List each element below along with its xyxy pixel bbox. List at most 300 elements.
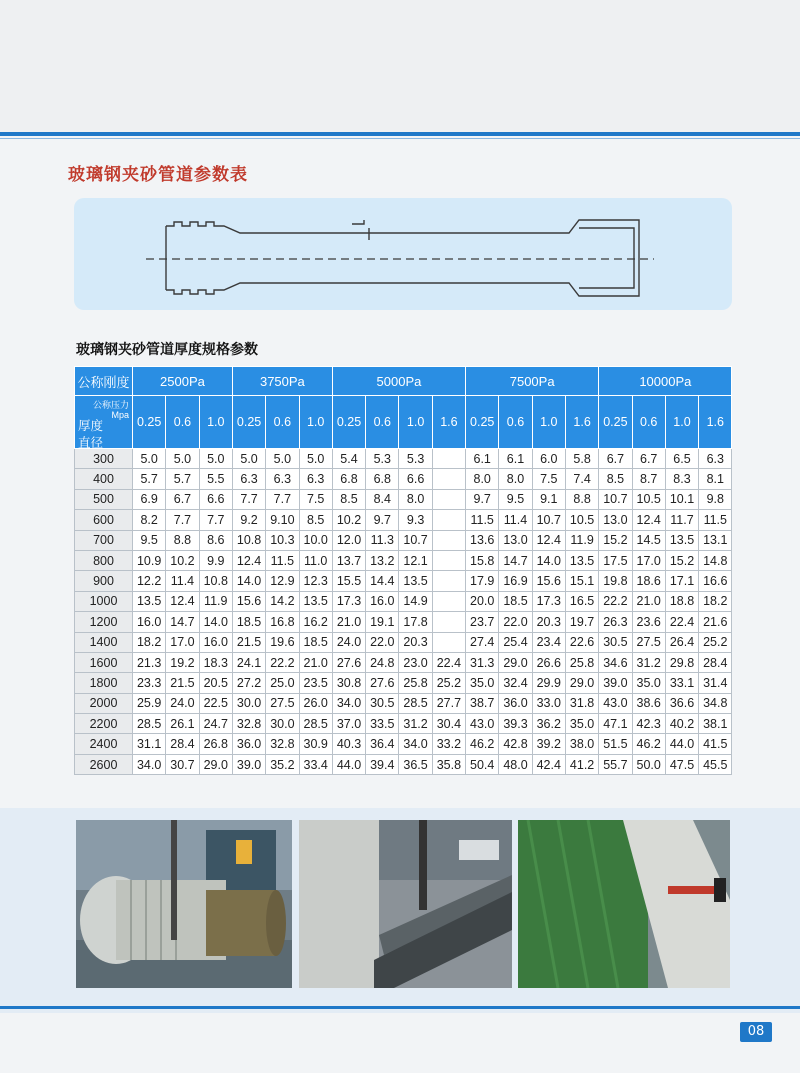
thickness-cell: 43.0 [466,714,499,734]
thickness-cell: 22.4 [665,612,698,632]
thickness-cell: 14.8 [699,550,732,570]
thickness-cell: 16.0 [133,612,166,632]
thickness-cell: 18.5 [232,612,265,632]
diameter-cell: 2000 [75,693,133,713]
thickness-cell: 21.6 [699,612,732,632]
table-row [75,714,732,734]
thickness-cell: 19.1 [366,612,399,632]
thickness-cell: 5.3 [399,449,432,469]
stiffness-7500: 7500Pa [466,367,599,396]
thickness-cell [432,550,465,570]
thickness-cell: 21.0 [332,612,365,632]
thickness-cell: 13.2 [366,550,399,570]
thickness-cell: 10.8 [199,571,232,591]
thickness-cell: 18.2 [133,632,166,652]
thickness-cell: 18.3 [199,652,232,672]
thickness-cell: 6.0 [532,449,565,469]
thickness-cell: 26.3 [599,612,632,632]
thickness-cell: 13.6 [466,530,499,550]
thickness-cell: 50.4 [466,754,499,774]
thickness-cell: 8.5 [332,489,365,509]
stiffness-5000: 5000Pa [332,367,465,396]
pressure-header-cell: 0.6 [499,396,532,449]
thickness-cell: 5.0 [199,449,232,469]
thickness-cell: 27.6 [332,652,365,672]
table-row [75,510,732,530]
thickness-cell: 38.1 [699,714,732,734]
thickness-cell: 41.2 [565,754,598,774]
thickness-cell: 17.5 [599,550,632,570]
thickness-cell: 35.0 [466,673,499,693]
thickness-cell [432,510,465,530]
pressure-header-cell: 0.6 [366,396,399,449]
thickness-cell: 15.5 [332,571,365,591]
thickness-cell: 16.0 [366,591,399,611]
pressure-header-cell: 1.0 [532,396,565,449]
thickness-cell: 14.5 [632,530,665,550]
thickness-cell: 17.1 [665,571,698,591]
thickness-cell: 6.8 [366,469,399,489]
table-row [75,673,732,693]
thickness-cell: 16.9 [499,571,532,591]
pressure-header-cell: 1.0 [399,396,432,449]
pressure-header-cell: 1.6 [699,396,732,449]
thickness-cell: 10.9 [133,550,166,570]
thickness-cell: 35.8 [432,754,465,774]
thickness-cell: 44.0 [665,734,698,754]
footer-rule [0,1006,800,1009]
diameter-cell: 2400 [75,734,133,754]
thickness-cell: 8.3 [665,469,698,489]
table-row [75,612,732,632]
corner-thickness-label: 厚度 [78,419,104,433]
table-body [75,449,732,775]
thickness-cell: 26.4 [665,632,698,652]
photo-pipe-workshop [299,820,512,988]
thickness-cell: 25.9 [133,693,166,713]
thickness-cell: 43.0 [599,693,632,713]
thickness-cell: 28.4 [699,652,732,672]
thickness-cell: 38.6 [632,693,665,713]
thickness-cell: 39.0 [599,673,632,693]
thickness-cell: 28.4 [166,734,199,754]
thickness-cell: 15.1 [565,571,598,591]
thickness-cell: 8.2 [133,510,166,530]
thickness-cell: 14.7 [499,550,532,570]
thickness-cell: 13.5 [399,571,432,591]
thickness-cell: 25.8 [399,673,432,693]
thickness-cell: 19.7 [565,612,598,632]
thickness-cell: 25.4 [499,632,532,652]
thickness-cell: 26.6 [532,652,565,672]
thickness-cell: 12.4 [166,591,199,611]
thickness-cell: 22.5 [199,693,232,713]
thickness-cell: 19.8 [599,571,632,591]
table-row [75,449,732,469]
thickness-cell: 31.3 [466,652,499,672]
thickness-cell: 8.8 [166,530,199,550]
thickness-cell: 30.0 [266,714,299,734]
thickness-cell: 39.2 [532,734,565,754]
thickness-cell: 10.2 [166,550,199,570]
thickness-cell: 9.7 [466,489,499,509]
thickness-cell: 34.6 [599,652,632,672]
thickness-cell: 14.7 [166,612,199,632]
thickness-cell: 8.5 [599,469,632,489]
thickness-cell: 9.9 [199,550,232,570]
diameter-cell: 300 [75,449,133,469]
thickness-spec-table [74,366,732,775]
thickness-cell: 42.8 [499,734,532,754]
thickness-cell: 32.8 [232,714,265,734]
thickness-cell: 7.7 [232,489,265,509]
thickness-cell: 11.7 [665,510,698,530]
thickness-cell: 8.4 [366,489,399,509]
thickness-cell: 24.0 [332,632,365,652]
thickness-cell: 19.2 [166,652,199,672]
thickness-cell: 16.2 [299,612,332,632]
diameter-cell: 500 [75,489,133,509]
thickness-cell [432,489,465,509]
thickness-cell: 22.2 [599,591,632,611]
table-row [75,652,732,672]
thickness-cell: 51.5 [599,734,632,754]
thickness-cell: 11.4 [166,571,199,591]
thickness-cell: 5.0 [266,449,299,469]
table-row [75,693,732,713]
thickness-cell: 16.6 [699,571,732,591]
thickness-cell: 27.2 [232,673,265,693]
thickness-cell: 12.2 [133,571,166,591]
pressure-header-cell: 0.6 [632,396,665,449]
thickness-cell: 29.0 [499,652,532,672]
thickness-cell: 13.5 [133,591,166,611]
thickness-cell: 23.3 [133,673,166,693]
thickness-cell: 17.9 [466,571,499,591]
page-header-band [0,0,800,132]
thickness-cell: 12.1 [399,550,432,570]
pressure-header-row [75,396,732,449]
thickness-cell: 5.0 [232,449,265,469]
thickness-cell: 30.9 [299,734,332,754]
thickness-cell: 25.2 [432,673,465,693]
thickness-cell: 15.6 [232,591,265,611]
thickness-cell: 6.3 [299,469,332,489]
thickness-cell: 26.1 [166,714,199,734]
thickness-cell: 34.0 [332,693,365,713]
table-row [75,632,732,652]
thickness-cell: 7.7 [199,510,232,530]
thickness-cell: 10.0 [299,530,332,550]
thickness-cell: 36.0 [499,693,532,713]
thickness-cell: 10.7 [532,510,565,530]
corner-stiffness-label: 公称刚度 [75,367,133,396]
thickness-cell: 25.8 [565,652,598,672]
diameter-cell: 1400 [75,632,133,652]
thickness-cell: 15.8 [466,550,499,570]
corner-diameter-label: 直径 [78,436,104,450]
thickness-cell: 41.5 [699,734,732,754]
thickness-cell: 33.2 [432,734,465,754]
thickness-cell: 10.7 [399,530,432,550]
thickness-cell: 9.3 [399,510,432,530]
thickness-cell: 11.5 [699,510,732,530]
thickness-cell: 8.7 [632,469,665,489]
page-title: 玻璃钢夹砂管道参数表 [68,165,248,185]
thickness-cell: 14.4 [366,571,399,591]
thickness-cell: 28.5 [133,714,166,734]
thickness-cell: 31.1 [133,734,166,754]
pressure-header-cell: 0.25 [332,396,365,449]
thickness-cell: 13.0 [599,510,632,530]
thickness-cell: 11.3 [366,530,399,550]
thickness-cell: 30.8 [332,673,365,693]
pressure-header-cell: 0.6 [266,396,299,449]
pipe-diagram [74,198,732,310]
thickness-cell: 34.0 [399,734,432,754]
stiffness-header-row [75,367,732,396]
photo-green-pipe [518,820,730,988]
thickness-cell: 22.4 [432,652,465,672]
thickness-cell: 8.1 [699,469,732,489]
thickness-cell: 33.0 [532,693,565,713]
thickness-cell: 34.8 [699,693,732,713]
thickness-cell: 14.0 [199,612,232,632]
diameter-cell: 700 [75,530,133,550]
pressure-header-cell: 0.25 [599,396,632,449]
thickness-cell: 29.9 [532,673,565,693]
thickness-cell: 8.0 [399,489,432,509]
thickness-cell: 6.7 [632,449,665,469]
thickness-cell: 39.3 [499,714,532,734]
thickness-cell [432,469,465,489]
thickness-cell: 31.2 [399,714,432,734]
thickness-cell: 18.8 [665,591,698,611]
thickness-cell: 47.1 [599,714,632,734]
stiffness-2500: 2500Pa [133,367,233,396]
thickness-cell: 32.4 [499,673,532,693]
thickness-cell: 10.7 [599,489,632,509]
thickness-cell: 11.5 [466,510,499,530]
diameter-cell: 800 [75,550,133,570]
thickness-cell: 42.4 [532,754,565,774]
diameter-cell: 1000 [75,591,133,611]
pressure-header-cell: 0.25 [133,396,166,449]
thickness-cell: 33.5 [366,714,399,734]
table-title: 玻璃钢夹砂管道厚度规格参数 [76,342,258,358]
thickness-cell: 33.4 [299,754,332,774]
thickness-cell: 30.5 [366,693,399,713]
thickness-cell: 13.5 [665,530,698,550]
thickness-cell: 9.5 [499,489,532,509]
header-corner [75,396,133,449]
table-row [75,591,732,611]
diameter-cell: 400 [75,469,133,489]
thickness-cell: 6.3 [232,469,265,489]
thickness-cell: 24.0 [166,693,199,713]
thickness-cell: 13.1 [699,530,732,550]
thickness-cell: 29.0 [565,673,598,693]
table-row [75,489,732,509]
page-number: 08 [740,1022,772,1042]
thickness-cell: 6.7 [166,489,199,509]
pressure-header-cell: 1.6 [432,396,465,449]
thickness-cell: 20.5 [199,673,232,693]
thickness-cell: 47.5 [665,754,698,774]
pipe-drawing [74,198,732,310]
thickness-cell: 31.8 [565,693,598,713]
thickness-cell: 11.0 [299,550,332,570]
thickness-cell: 37.0 [332,714,365,734]
thickness-cell: 35.0 [632,673,665,693]
thickness-cell: 12.4 [232,550,265,570]
thickness-cell: 9.1 [532,489,565,509]
thickness-cell: 30.5 [599,632,632,652]
thickness-cell: 6.9 [133,489,166,509]
thickness-cell: 23.0 [399,652,432,672]
thickness-cell: 6.3 [699,449,732,469]
thickness-cell: 12.4 [632,510,665,530]
thickness-cell: 16.8 [266,612,299,632]
thickness-cell: 14.2 [266,591,299,611]
thickness-cell: 8.5 [299,510,332,530]
thickness-cell: 17.3 [332,591,365,611]
thickness-cell: 27.4 [466,632,499,652]
stiffness-10000: 10000Pa [599,367,732,396]
pressure-header-cell: 1.0 [299,396,332,449]
thickness-cell: 21.5 [232,632,265,652]
header-rule [0,132,800,136]
thickness-cell: 20.0 [466,591,499,611]
diameter-cell: 900 [75,571,133,591]
thickness-cell: 8.0 [466,469,499,489]
thickness-cell [432,530,465,550]
thickness-cell: 17.0 [632,550,665,570]
thickness-cell [432,591,465,611]
thickness-cell: 50.0 [632,754,665,774]
thickness-cell: 12.4 [532,530,565,550]
thickness-cell: 5.0 [299,449,332,469]
thickness-cell: 23.5 [299,673,332,693]
thickness-cell: 16.0 [199,632,232,652]
thickness-cell: 36.2 [532,714,565,734]
thickness-cell: 8.6 [199,530,232,550]
thickness-cell: 11.4 [499,510,532,530]
thickness-cell: 8.0 [499,469,532,489]
thickness-cell: 5.3 [366,449,399,469]
thickness-cell [432,612,465,632]
pressure-header-cell: 0.25 [466,396,499,449]
thickness-cell: 39.4 [366,754,399,774]
thickness-cell: 46.2 [632,734,665,754]
thickness-cell: 48.0 [499,754,532,774]
thickness-cell: 31.4 [699,673,732,693]
thickness-cell: 12.0 [332,530,365,550]
thickness-cell: 40.2 [665,714,698,734]
table-row [75,754,732,774]
thickness-cell: 21.3 [133,652,166,672]
diameter-cell: 1600 [75,652,133,672]
thickness-cell: 12.9 [266,571,299,591]
thickness-cell: 11.9 [565,530,598,550]
thickness-cell: 10.8 [232,530,265,550]
thickness-cell: 18.5 [499,591,532,611]
thickness-cell: 11.5 [266,550,299,570]
thickness-cell: 27.5 [632,632,665,652]
corner-pressure-label: 公称压力 Mpa [92,400,129,420]
thickness-cell: 19.6 [266,632,299,652]
thickness-cell: 17.8 [399,612,432,632]
thickness-cell: 39.0 [232,754,265,774]
diameter-cell: 2200 [75,714,133,734]
thickness-cell: 15.2 [599,530,632,550]
thickness-cell: 25.2 [699,632,732,652]
thickness-cell: 16.5 [565,591,598,611]
thickness-cell: 21.0 [299,652,332,672]
thickness-cell: 36.5 [399,754,432,774]
thickness-cell: 13.0 [499,530,532,550]
thickness-cell: 44.0 [332,754,365,774]
thickness-cell: 28.5 [399,693,432,713]
thickness-cell: 6.1 [499,449,532,469]
thickness-cell: 22.6 [565,632,598,652]
table-row [75,550,732,570]
thickness-cell: 31.2 [632,652,665,672]
thickness-cell: 13.5 [565,550,598,570]
thickness-cell: 24.1 [232,652,265,672]
thickness-cell: 22.0 [366,632,399,652]
thickness-cell: 36.4 [366,734,399,754]
thickness-cell: 34.0 [133,754,166,774]
thickness-cell: 29.0 [199,754,232,774]
thickness-cell: 15.2 [665,550,698,570]
thickness-cell: 38.7 [466,693,499,713]
thickness-cell: 13.5 [299,591,332,611]
thickness-cell: 18.6 [632,571,665,591]
thickness-cell: 21.0 [632,591,665,611]
thickness-cell: 23.7 [466,612,499,632]
table-row [75,469,732,489]
thickness-cell: 35.0 [565,714,598,734]
thickness-cell: 13.7 [332,550,365,570]
thickness-cell: 26.0 [299,693,332,713]
thickness-cell: 30.0 [232,693,265,713]
thickness-cell: 6.6 [199,489,232,509]
thickness-cell: 14.9 [399,591,432,611]
table-row [75,530,732,550]
thickness-cell: 10.2 [332,510,365,530]
thickness-cell: 46.2 [466,734,499,754]
thickness-cell: 7.5 [532,469,565,489]
thickness-cell: 10.1 [665,489,698,509]
thickness-cell: 32.8 [266,734,299,754]
thickness-cell: 10.5 [565,510,598,530]
thickness-cell: 9.7 [366,510,399,530]
thickness-cell [432,449,465,469]
thickness-cell: 28.5 [299,714,332,734]
thickness-cell: 23.4 [532,632,565,652]
stiffness-3750: 3750Pa [232,367,332,396]
thickness-cell: 40.3 [332,734,365,754]
thickness-cell: 7.7 [166,510,199,530]
thickness-cell: 7.7 [266,489,299,509]
thickness-cell: 9.2 [232,510,265,530]
thickness-cell [432,632,465,652]
thickness-cell: 27.5 [266,693,299,713]
thickness-cell: 14.0 [232,571,265,591]
thickness-cell: 24.8 [366,652,399,672]
pressure-header-cell: 0.25 [232,396,265,449]
